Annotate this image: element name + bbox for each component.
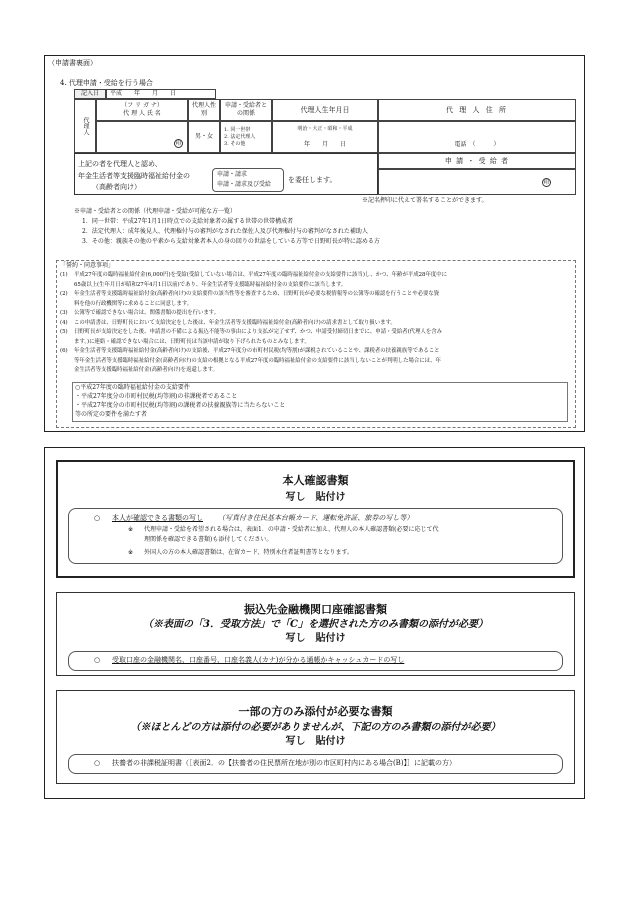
relation-note-2: 2．法定代理人：成年後見人、代理権付与の審判がなされた保佐人及び代理権付与の審判がなされた補助人 [82,228,368,235]
agent-gender-field[interactable]: 男・女 [188,121,220,153]
agent-address-field[interactable] [378,121,576,153]
requirement-item: ・平成27年度分の市町村民税(均等割)の非課税者であること [75,393,238,400]
identity-doc-bullet: ○ [94,514,101,522]
agent-name-header-text: 代 理 人 氏 名 [123,110,161,117]
pledge-item-text: ます。)に連絡・確認できない場合には、日野町長は当該申請が取り下げられたものとみなします。 [74,338,310,345]
record-date-label: 記入日 [74,89,106,99]
bank-doc-line: 受取口座の金融機関名、口座番号、口座名義人(カナ)が分かる通帳かキャッシュカードの写し [112,656,405,664]
pledge-item-number: (5) [60,329,68,335]
identity-note1-mark: ※ [128,526,134,533]
pledge-item-number [60,281,74,291]
delegate-suffix: を委任します。 [288,176,337,184]
partial-doc-bullet: ○ [94,759,101,767]
pledge-item [60,319,572,329]
bank-doc-bullet: ○ [94,656,101,664]
pledge-item-number [60,300,74,310]
bank-doc-subtitle: （※表面の「3．受取方法」で「C」を選択された方のみ書類の添付が必要） [143,619,488,630]
delegate-option-2[interactable]: 申請・請求及び受給 [217,181,272,188]
seal-mark-icon: 印 [175,140,182,147]
identity-doc-main: 本人が確認できる書類の写し [112,514,203,522]
relation-list-title: ※申請・受給者との関係（代理申請・受給が可能な方一覧） [74,208,237,215]
pledge-item-number [60,366,74,376]
pledge-item [60,309,572,319]
requirement-item: ・平成27年度分の市町村民税(均等割)の課税者の扶養親族等に当たらないこと [75,402,286,409]
delegate-line1: 上記の者を代理人と認め、 [78,160,162,168]
bank-doc-title: 振込先金融機関口座確認書類 [244,603,387,616]
pledge-item-number: (2) [60,291,68,297]
identity-doc-examples: （写真付き住民基本台帳カード、運転免許証、旅券の写し等） [218,514,414,522]
identity-doc-title: 本人確認書類 [282,474,349,487]
furigana-header: （フ リ ガ ナ） [121,102,163,109]
pledge-item [60,271,572,281]
pledge-item-text: 平成27年度の臨時福祉給付金(6,000円)を受給(受給していない場合は、平成27年度の臨時福祉給付金の支給要件に該当)し、かつ、年齢が平成28年度中に [74,272,448,278]
relation-option: 3. その他 [224,140,246,147]
pledge-item-number [60,338,74,348]
applicant-signature-field[interactable] [378,169,576,195]
era-options: 明治・大正・昭和・平成 [297,126,353,132]
delegate-option-1[interactable]: 申請・請求 [217,171,248,178]
identity-note2-mark: ※ [128,549,134,556]
agent-row-label [74,99,96,153]
relation-note-1: 1．同一世帯：平成27年1月1日時点での支給対象者の属する世帯の世帯構成者 [82,218,294,225]
pledge-item [60,366,572,376]
partial-doc-line: 扶養者の非課税証明書（［表面2．の【扶養者の住民票所在地が別の市区町村内にある場合(B)】］に記載の方） [112,759,457,767]
record-date-field[interactable]: 平成 年 月 日 [106,89,216,99]
pledge-item-number: (6) [60,348,68,354]
pledge-item-text: 公簿等で確認できない場合は、関係書類の提出を行います。 [74,310,220,316]
pledge-item-text: この申請書は、日野町長において支給決定をした後は、年金生活者等支援臨時福祉給付金(高齢者向け)の請求書として取り扱います。 [74,319,396,326]
partial-doc-paste: 写し 貼付け [285,736,346,747]
birth-ymd: 年 月 日 [303,141,346,148]
requirement-item: 等の所定の要件を満たす者 [75,411,148,418]
pledge-item [60,290,572,300]
section4-title: 4. 代理申請・受給を行う場合 [60,79,153,87]
agent-gender-header: 代理人性別 [188,99,220,121]
pledge-item [60,328,572,338]
pledge-item [60,300,572,310]
pledge-item-number [60,357,74,367]
partial-doc-subtitle: （※ほとんどの方は添付の必要がありませんが、下記の方のみ書類の添付が必要） [130,722,501,733]
bank-doc-paste: 写し 貼付け [285,633,346,644]
requirements-title: ○平成27年度の臨時福祉給付金の支給要件 [75,384,190,391]
delegate-line2: 年金生活者等支援臨時福祉給付金の [78,172,190,180]
identity-note2: 外国人の方の本人確認書類は、在留カード、特別永住者証明書等となります。 [144,549,353,556]
pledge-item [60,281,572,291]
pledge-item [60,347,572,357]
applicant-header: 申 請 ・ 受 給 者 [378,153,576,169]
agent-name-header [96,99,188,121]
relation-note-3: 3．その他：親族その他の平素から支給対象者本人の身の回りの世話をしている方等で日野町長が特に認める方 [82,238,380,245]
agent-label-text: 代理人 [82,117,89,135]
pledge-item-text: 等年金生活者等支援臨時福祉給付金(高齢者向け)の支給の根拠となる平成27年度の臨時福祉給付金の支給要件に該当しないことが判明した場合には、年 [74,357,441,364]
relation-header: 申請・受給者との関係 [220,99,272,121]
identity-note1b: 理関係を確認できる書類)も添付してください。 [144,536,273,543]
pledge-item-text: 年金生活者等支援臨時福祉給付金(高齢者向け)の支給後、平成27年度分の市町村民税(均等割)が課税されていることや、課税者の扶養親族等であること [74,348,440,354]
back-side-label: （申請書裏面） [48,59,97,67]
identity-doc-paste: 写し 貼付け [285,492,346,503]
delegate-line3: （高齢者向け） [92,183,141,191]
relation-option: 2. 法定代理人 [224,133,256,140]
relation-field[interactable] [220,121,272,153]
pledge-item [60,357,572,367]
pledge-item-text: 金生活者等支援臨時福祉給付金(高齢者向け)を返還します。 [74,367,218,373]
signature-note: ※記名押印に代えて署名することができます。 [362,197,488,204]
identity-note1a: 代理申請・受給を希望される場合は、表面1．の申請・受給者に加え、代理人の本人確認書類(必要に応じて代 [144,526,439,533]
agent-address-header: 代 理 人 住 所 [378,99,576,121]
agent-name-field[interactable] [96,121,188,153]
seal-mark-icon: 印 [543,178,550,186]
pledge-item [60,338,572,348]
pledge-item-text: 日野町長が支給決定をした後、申請書の不備による振込不能等の事由により支払が完了せず、かつ、申請受付締切日までに、申請・受給者(代理人を含み [74,329,443,335]
pledge-item-text: 年金生活者等支援臨時福祉給付金(高齢者向け)の支給要件の該当性等を審査するため、日野町長が必要な税情報等の公簿等の確認を行うことや必要な資 [74,291,440,297]
pledge-item-number: (1) [60,272,68,278]
pledge-item-number: (3) [60,310,68,316]
agent-birth-header: 代理人生年月日 [272,99,378,121]
pledge-list [60,271,572,376]
phone-label: 電話 （ ） [454,141,500,148]
pledge-item-text: 料を他の行政機関等に求めることに同意します。 [74,300,193,307]
agent-birth-field[interactable] [272,121,378,153]
pledge-title: 「誓約・同意事項」 [60,262,115,269]
pledge-item-text: 65歳以上(生年月日が昭和27年4月1日以前)であり、年金生活者等支援臨時福祉給付金の支給要件に該当します。 [74,281,347,288]
pledge-item-number: (4) [60,319,68,326]
relation-option: 1. 同一世帯 [224,126,251,133]
partial-doc-title: 一部の方のみ添付が必要な書類 [238,705,393,718]
